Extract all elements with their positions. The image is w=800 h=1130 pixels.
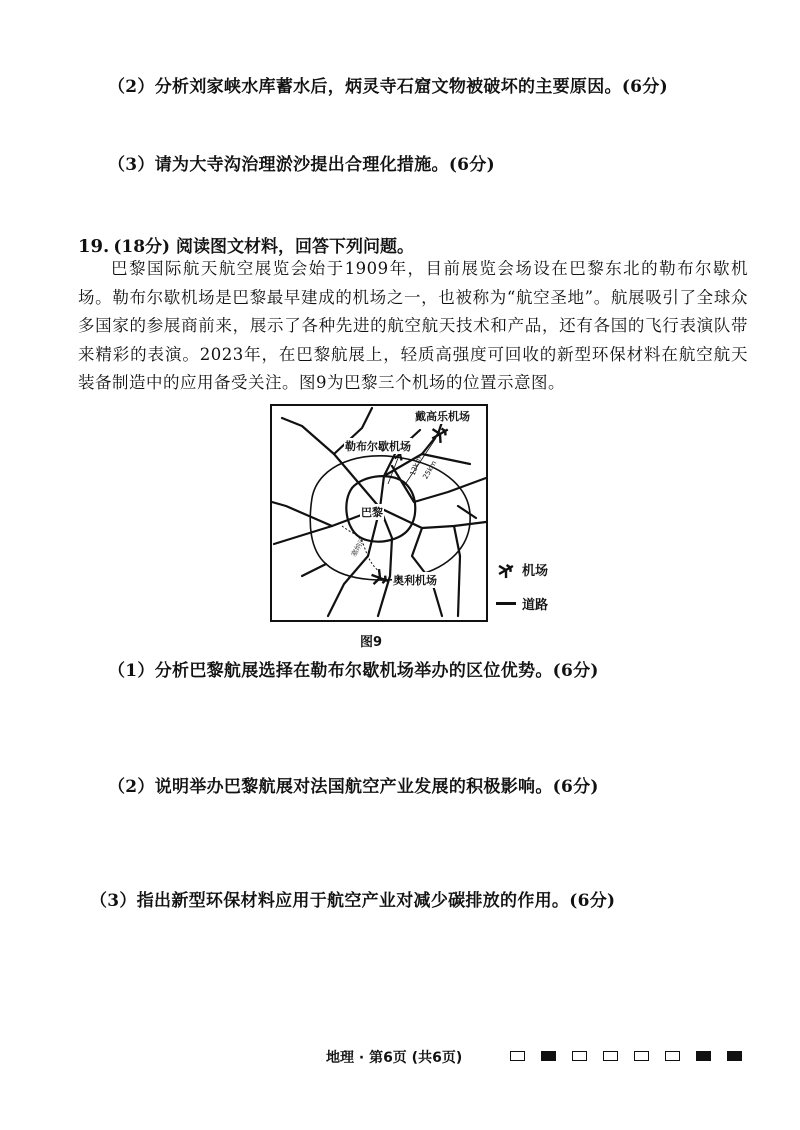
label-distance-12km: 12km [408, 455, 424, 477]
label-river: 塞纳河 [349, 535, 368, 559]
page-footer: 地理 · 第6页 (共6页) [326, 1050, 463, 1066]
legend-road [496, 594, 548, 613]
scan-mark [603, 1051, 618, 1061]
scan-mark [634, 1051, 649, 1061]
scan-marks [510, 1051, 742, 1061]
legend-road-label: 道路 [522, 598, 549, 613]
scan-mark [541, 1051, 556, 1061]
label-distance-25km: 25km [421, 459, 439, 481]
scan-mark [572, 1051, 587, 1061]
question-19-3: （3）指出新型环保材料应用于航空产业对减少碳排放的作用。(6分) [90, 891, 616, 911]
question-19-intro: (18分) 阅读图文材料，回答下列问题。 [113, 237, 414, 257]
question-19-header [78, 232, 414, 257]
question-18-2: （2）分析刘家峡水库蓄水后，炳灵寺石窟文物被破坏的主要原因。(6分) [108, 77, 668, 97]
question-19-2: （2）说明举办巴黎航展对法国航空产业发展的积极影响。(6分) [108, 777, 599, 797]
label-cdg-airport: 戴高乐机场 [415, 410, 470, 423]
paris-airports-map [270, 404, 488, 622]
scan-mark [665, 1051, 680, 1061]
question-19-1: （1）分析巴黎航展选择在勒布尔歇机场举办的区位优势。(6分) [108, 661, 599, 681]
question-19-number: 19. [78, 236, 110, 257]
airplane-icon [496, 561, 516, 579]
legend-airport-label: 机场 [522, 564, 549, 579]
label-lebourget-airport: 勒布尔歇机场 [345, 440, 411, 453]
question-19-material: 巴黎国际航天航空展览会始于1909年，目前展览会场设在巴黎东北的勒布尔歇机场。勒布尔歇机场是巴黎最早建成的机场之一，也被称为“航空圣地”。航展吸引了全球众多国家的参展商前来，展示了各种先进的航空航天技术和产品，还有各国的飞行表演队带来精彩的表演。2023年，在巴黎航展上，轻质高强度可回收的新型环保材料在航空航天装备制造中的应用备受关注。图9为巴黎三个机场的位置示意图。 [78, 259, 748, 392]
label-orly-airport: 奥利机场 [393, 574, 437, 587]
question-18-3: （3）请为大寺沟治理淤沙提出合理化措施。(6分) [108, 155, 495, 175]
road-line-icon [496, 602, 516, 605]
scan-mark [696, 1051, 711, 1061]
legend-airport [496, 560, 548, 579]
figure-caption: 图9 [360, 635, 383, 650]
scan-mark [727, 1051, 742, 1061]
label-paris: 巴黎 [361, 506, 383, 519]
scan-mark [510, 1051, 525, 1061]
